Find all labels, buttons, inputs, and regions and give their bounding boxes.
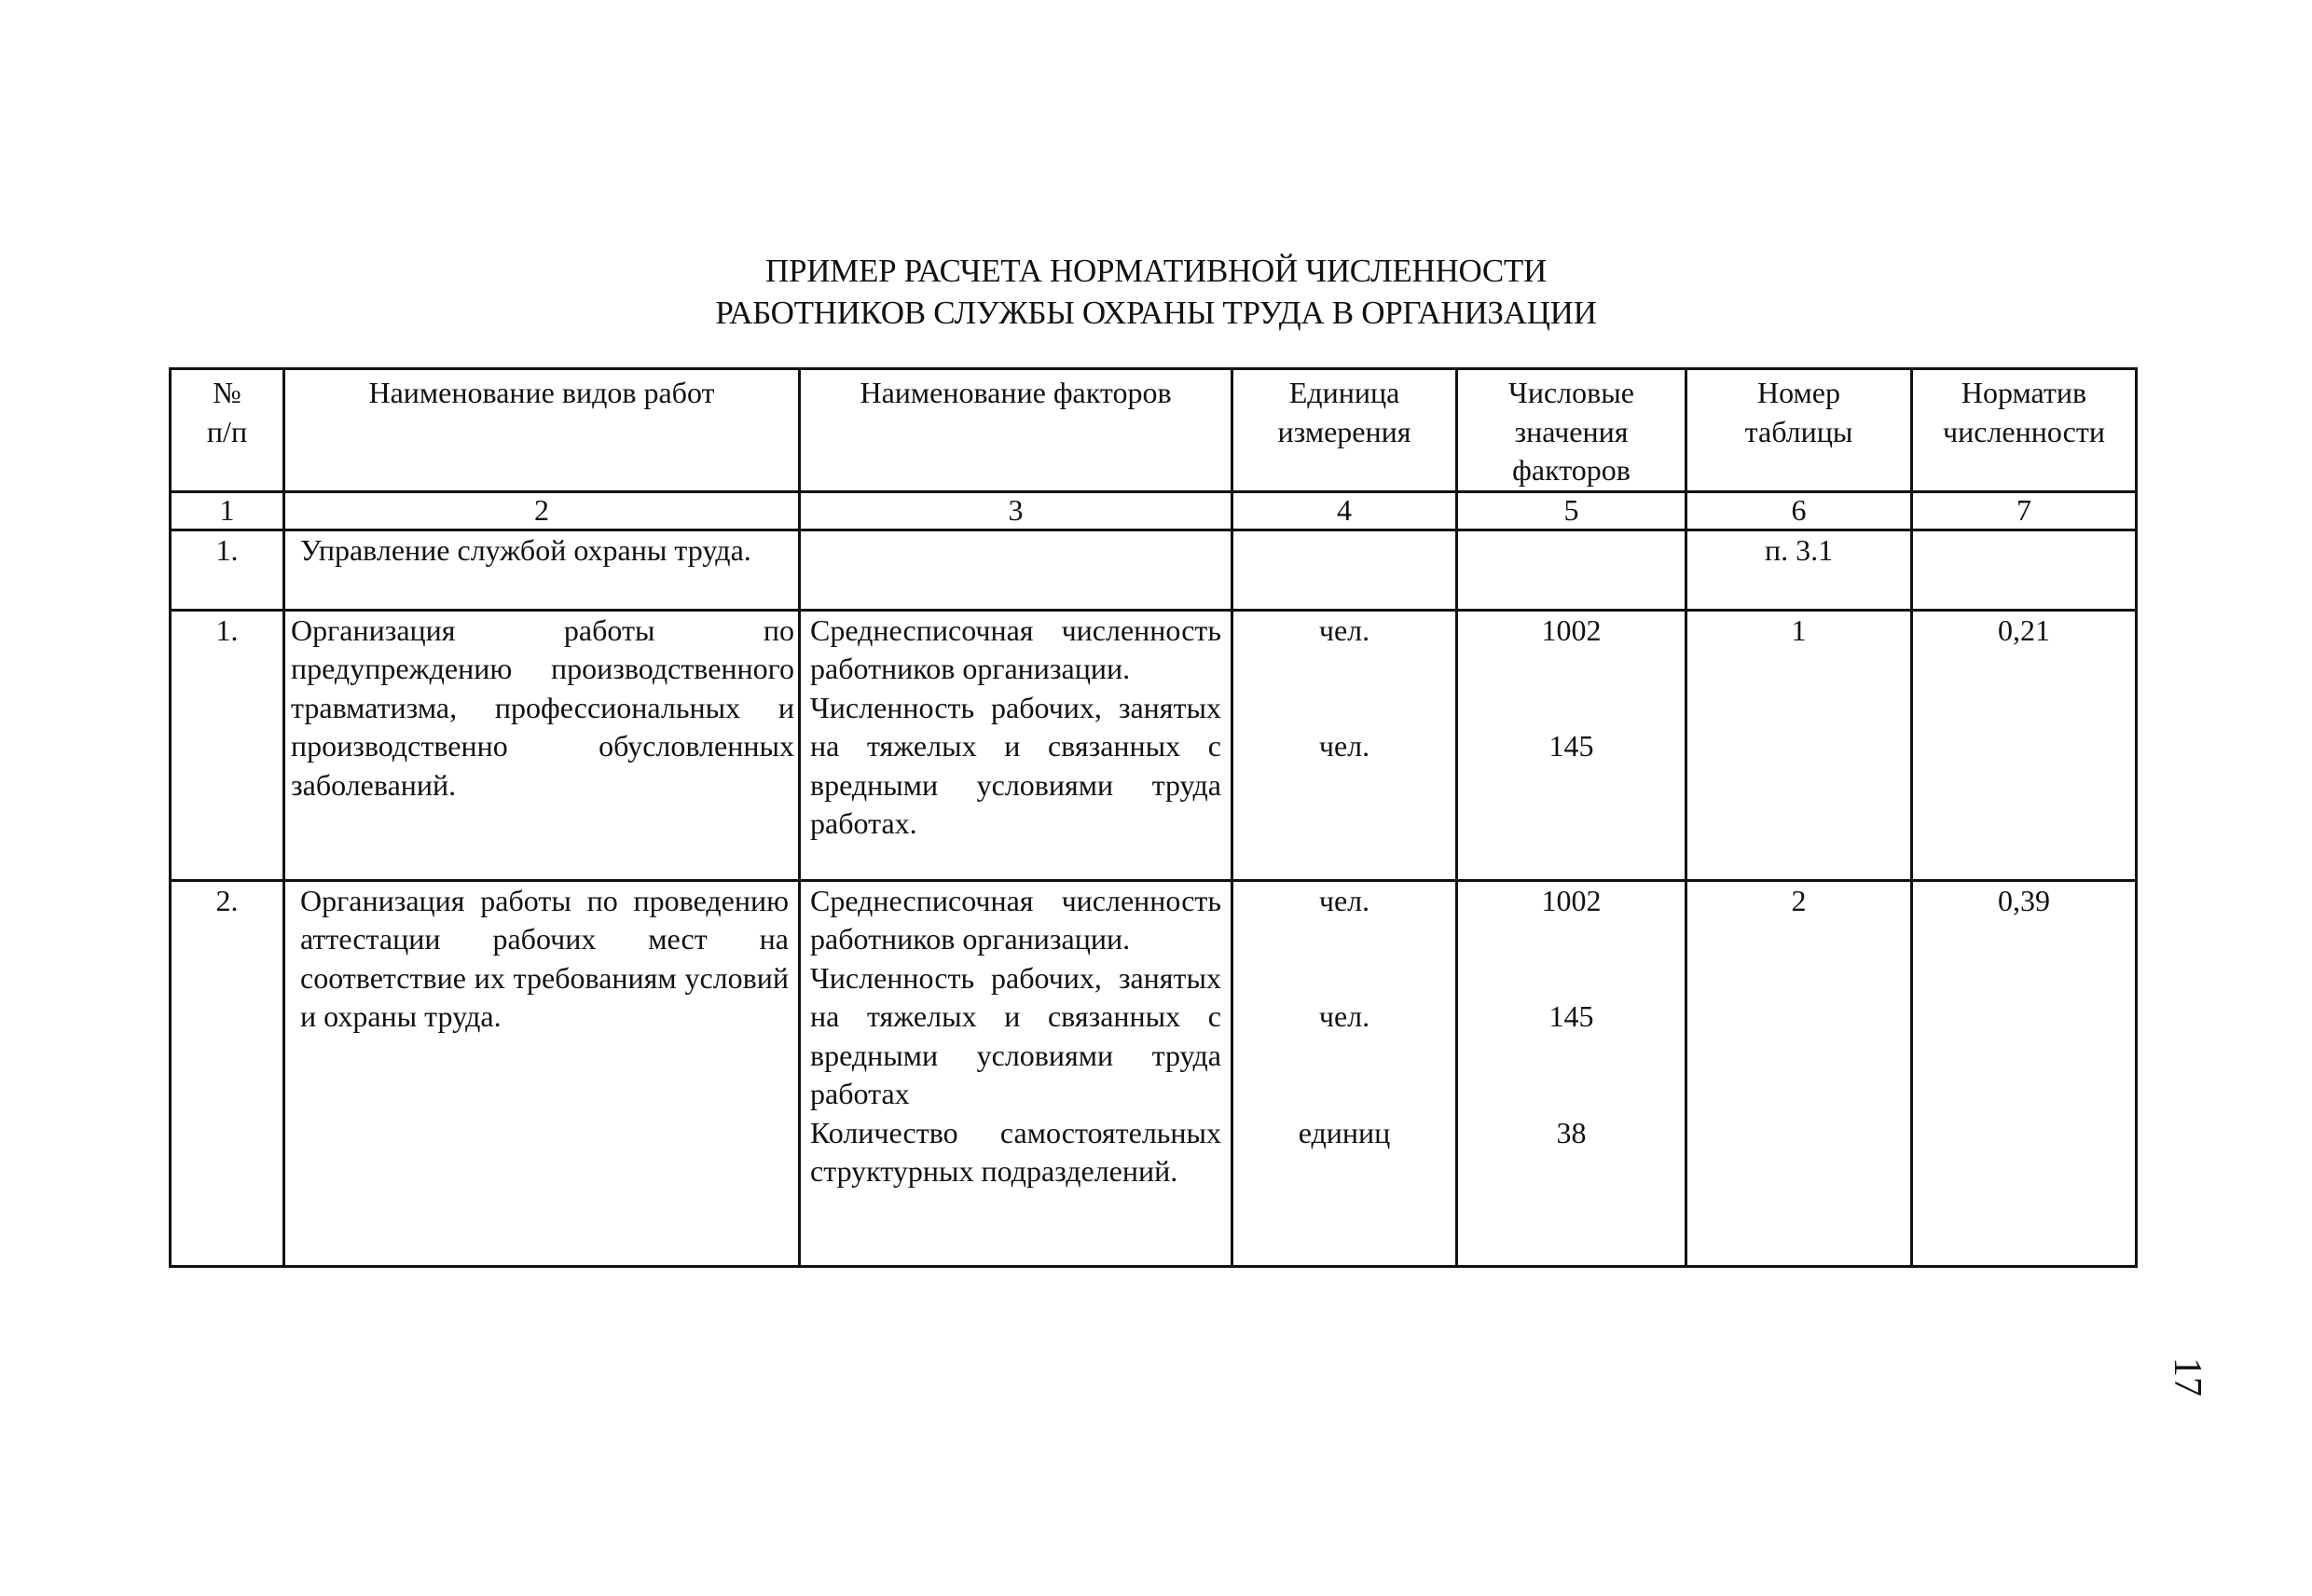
row-work xyxy=(284,610,800,880)
unit-text: чел. xyxy=(1318,883,1370,917)
header-line: численности xyxy=(1943,414,2105,448)
header-norm xyxy=(1912,369,2137,492)
row-norm: 0,39 xyxy=(1912,880,2137,1266)
unit-text: единиц xyxy=(1298,1115,1391,1149)
row-values xyxy=(1457,880,1686,1266)
row-factors xyxy=(800,530,1232,610)
row-table-no: 1 xyxy=(1686,610,1912,880)
row-units xyxy=(1232,610,1457,880)
row-num: 1. xyxy=(171,530,284,610)
table-row xyxy=(171,530,2137,610)
header-line: таблицы xyxy=(1744,414,1853,448)
header-line: значения xyxy=(1514,414,1629,448)
work-text: Организация работы по проведению аттестации рабочих мест на соответствие их требованиям условий и охраны труда. xyxy=(300,883,789,1033)
header-line: Наименование видов работ xyxy=(368,376,715,409)
unit-text: чел. xyxy=(1318,612,1370,647)
column-number: 7 xyxy=(1912,491,2137,530)
column-number-row xyxy=(171,491,2137,530)
title-line-2: РАБОТНИКОВ СЛУЖБЫ ОХРАНЫ ТРУДА В ОРГАНИЗАЦИИ xyxy=(715,295,1597,331)
factor-text: Среднесписочная численность работников организации. xyxy=(810,883,1221,956)
page-number: 17 xyxy=(2166,1357,2209,1396)
table-row xyxy=(171,880,2137,1266)
row-values xyxy=(1457,610,1686,880)
staffing-norm-table xyxy=(169,367,2138,1268)
spacer xyxy=(1233,650,1455,727)
spacer xyxy=(1233,1037,1455,1114)
header-line: № xyxy=(213,376,241,409)
row-units xyxy=(1232,530,1457,610)
spacer xyxy=(1458,650,1685,727)
column-number: 4 xyxy=(1232,491,1457,530)
row-num: 1. xyxy=(171,610,284,880)
row-factors xyxy=(800,880,1232,1266)
value-text: 38 xyxy=(1556,1115,1587,1149)
column-number: 2 xyxy=(284,491,800,530)
header-line: п/п xyxy=(206,414,248,448)
header-text xyxy=(285,374,798,413)
header-work xyxy=(284,369,800,492)
header-line: Наименование факторов xyxy=(860,376,1172,409)
header-unit xyxy=(1232,369,1457,492)
header-row xyxy=(171,369,2137,492)
row-norm xyxy=(1912,530,2137,610)
column-number: 6 xyxy=(1686,491,1912,530)
value-text: 145 xyxy=(1548,999,1594,1033)
title-line-1: ПРИМЕР РАСЧЕТА НОРМАТИВНОЙ ЧИСЛЕННОСТИ xyxy=(765,253,1547,289)
header-line: Числовые xyxy=(1508,376,1634,409)
header-line: Номер xyxy=(1757,376,1840,409)
header-text xyxy=(1913,374,2135,451)
spacer xyxy=(1458,920,1685,998)
header-text xyxy=(801,374,1231,413)
column-number: 5 xyxy=(1457,491,1686,530)
row-units xyxy=(1232,880,1457,1266)
row-factors xyxy=(800,610,1232,880)
header-line: Единица xyxy=(1288,376,1400,409)
header-text xyxy=(172,374,282,451)
row-table-no: п. 3.1 xyxy=(1686,530,1912,610)
value-text: 1002 xyxy=(1541,883,1602,917)
row-work: Управление службой охраны труда. xyxy=(284,530,800,610)
column-number: 3 xyxy=(800,491,1232,530)
header-text xyxy=(1687,374,1910,451)
value-text: 1002 xyxy=(1541,612,1602,647)
unit-text: чел. xyxy=(1318,999,1370,1033)
row-norm: 0,21 xyxy=(1912,610,2137,880)
row-num: 2. xyxy=(171,880,284,1266)
header-values xyxy=(1457,369,1686,492)
header-factors xyxy=(800,369,1232,492)
header-line: измерения xyxy=(1277,414,1411,448)
spacer xyxy=(1458,1037,1685,1114)
header-text xyxy=(1458,374,1685,490)
work-text: Организация работы по предупреждению производственного травматизма, профессиональных и производственно обусловленных заболеваний. xyxy=(291,612,794,802)
unit-text: чел. xyxy=(1318,729,1370,763)
header-text xyxy=(1233,374,1455,451)
factor-text: Количество самостоятельных структурных подразделений. xyxy=(810,1115,1221,1188)
header-num xyxy=(171,369,284,492)
document-title xyxy=(0,250,2312,334)
header-line: факторов xyxy=(1512,453,1631,487)
header-table-no xyxy=(1686,369,1912,492)
value-text: 145 xyxy=(1548,729,1594,763)
spacer xyxy=(1233,920,1455,998)
factor-text: Численность рабочих, занятых на тяжелых и связанных с вредными условиями труда работах xyxy=(810,960,1221,1110)
table-row xyxy=(171,610,2137,880)
factor-text: Среднесписочная численность работников организации. xyxy=(810,612,1221,685)
row-table-no: 2 xyxy=(1686,880,1912,1266)
row-values xyxy=(1457,530,1686,610)
factor-text: Численность рабочих, занятых на тяжелых и связанных с вредными условиями труда работах. xyxy=(810,690,1221,840)
column-number: 1 xyxy=(171,491,284,530)
header-line: Норматив xyxy=(1961,376,2087,409)
row-work xyxy=(284,880,800,1266)
